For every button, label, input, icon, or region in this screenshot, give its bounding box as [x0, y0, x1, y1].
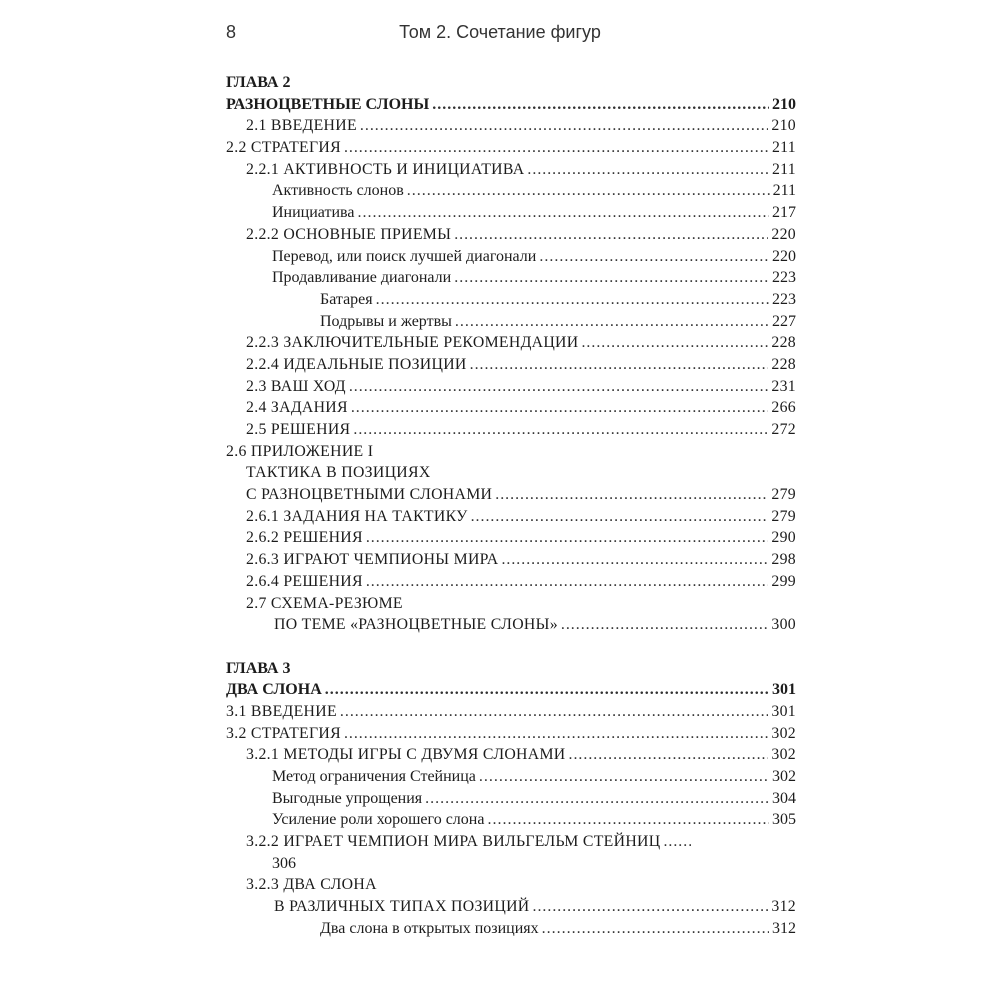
toc-entry[interactable]: 2.5 РЕШЕНИЯ ..... 272 [226, 419, 796, 441]
toc-entry[interactable]: ТАКТИКА В ПОЗИЦИЯХ [246, 464, 431, 482]
toc-entry[interactable]: 3.2.3 ДВА СЛОНА [246, 876, 377, 894]
toc-entry[interactable]: 2.3 ВАШ ХОД ..... 231 [226, 376, 796, 398]
toc-chapter-heading: ГЛАВА 3 [226, 659, 291, 677]
toc-entry[interactable]: 2.7 СХЕМА-РЕЗЮМЕ [246, 594, 403, 612]
toc-entry[interactable]: Усиление роли хорошего слона ..... 305 [226, 809, 796, 831]
toc-entry[interactable]: Перевод, или поиск лучшей диагонали ..... 220 [226, 246, 796, 268]
toc-entry[interactable]: В РАЗЛИЧНЫХ ТИПАХ ПОЗИЦИЙ ..... 312 [226, 896, 796, 918]
toc-entry[interactable]: Батарея ..... 223 [226, 289, 796, 311]
toc-entry[interactable]: 2.6.1 ЗАДАНИЯ НА ТАКТИКУ ..... 279 [226, 506, 796, 528]
toc-entry[interactable]: Инициатива ..... 217 [226, 202, 796, 224]
toc-entry[interactable]: ПО ТЕМЕ «РАЗНОЦВЕТНЫЕ СЛОНЫ» ..... 300 [226, 614, 796, 636]
toc-entry[interactable]: Метод ограничения Стейница ..... 302 [226, 766, 796, 788]
toc-entry[interactable]: 2.1 ВВЕДЕНИЕ ..... 210 [226, 115, 796, 137]
toc-entry[interactable]: Активность слонов ..... 211 [226, 180, 796, 202]
toc-entry[interactable]: Продавливание диагонали ..... 223 [226, 267, 796, 289]
toc-entry[interactable]: ДВА СЛОНА ..... 301 [226, 679, 796, 701]
running-title: Том 2. Сочетание фигур [399, 22, 601, 42]
page-header [0, 16, 1000, 50]
toc-entry[interactable]: 2.4 ЗАДАНИЯ ..... 266 [226, 397, 796, 419]
toc-entry[interactable]: 2.2.3 ЗАКЛЮЧИТЕЛЬНЫЕ РЕКОМЕНДАЦИИ ..... 228 [226, 332, 796, 354]
toc-entry[interactable]: 3.2.1 МЕТОДЫ ИГРЫ С ДВУМЯ СЛОНАМИ ..... 302 [226, 744, 796, 766]
toc-entry[interactable]: 2.6 ПРИЛОЖЕНИЕ I [226, 442, 374, 460]
toc-entry[interactable]: Подрывы и жертвы ..... 227 [226, 311, 796, 333]
page-number: 8 [226, 22, 237, 42]
toc-entry[interactable]: 2.6.4 РЕШЕНИЯ ..... 299 [226, 571, 796, 593]
toc-entry[interactable]: 306 [272, 854, 296, 872]
toc-entry[interactable]: 2.2 СТРАТЕГИЯ ..... 211 [226, 137, 796, 159]
toc-chapter-heading: ГЛАВА 2 [226, 74, 291, 91]
toc-entry[interactable]: 2.2.4 ИДЕАЛЬНЫЕ ПОЗИЦИИ ..... 228 [226, 354, 796, 376]
section-gap [226, 636, 796, 658]
toc-entry[interactable]: 3.1 ВВЕДЕНИЕ ..... 301 [226, 701, 796, 723]
toc-entry[interactable]: 2.6.3 ИГРАЮТ ЧЕМПИОНЫ МИРА ..... 298 [226, 549, 796, 571]
toc-entry[interactable]: РАЗНОЦВЕТНЫЕ СЛОНЫ ..... 210 [226, 94, 796, 116]
toc-entry[interactable]: Выгодные упрощения ..... 304 [226, 788, 796, 810]
toc-entry[interactable]: 2.6.2 РЕШЕНИЯ ..... 290 [226, 527, 796, 549]
table-of-contents [226, 72, 796, 940]
toc-entry[interactable]: 3.2.2 ИГРАЕТ ЧЕМПИОН МИРА ВИЛЬГЕЛЬМ СТЕЙНИЦ ..... [226, 831, 796, 853]
toc-entry[interactable]: С РАЗНОЦВЕТНЫМИ СЛОНАМИ ..... 279 [226, 484, 796, 506]
toc-entry[interactable]: 2.2.1 АКТИВНОСТЬ И ИНИЦИАТИВА ..... 211 [226, 159, 796, 181]
toc-entry[interactable]: Два слона в открытых позициях ..... 312 [226, 918, 796, 940]
toc-entry[interactable]: 2.2.2 ОСНОВНЫЕ ПРИЕМЫ ..... 220 [226, 224, 796, 246]
toc-entry[interactable]: 3.2 СТРАТЕГИЯ ..... 302 [226, 723, 796, 745]
